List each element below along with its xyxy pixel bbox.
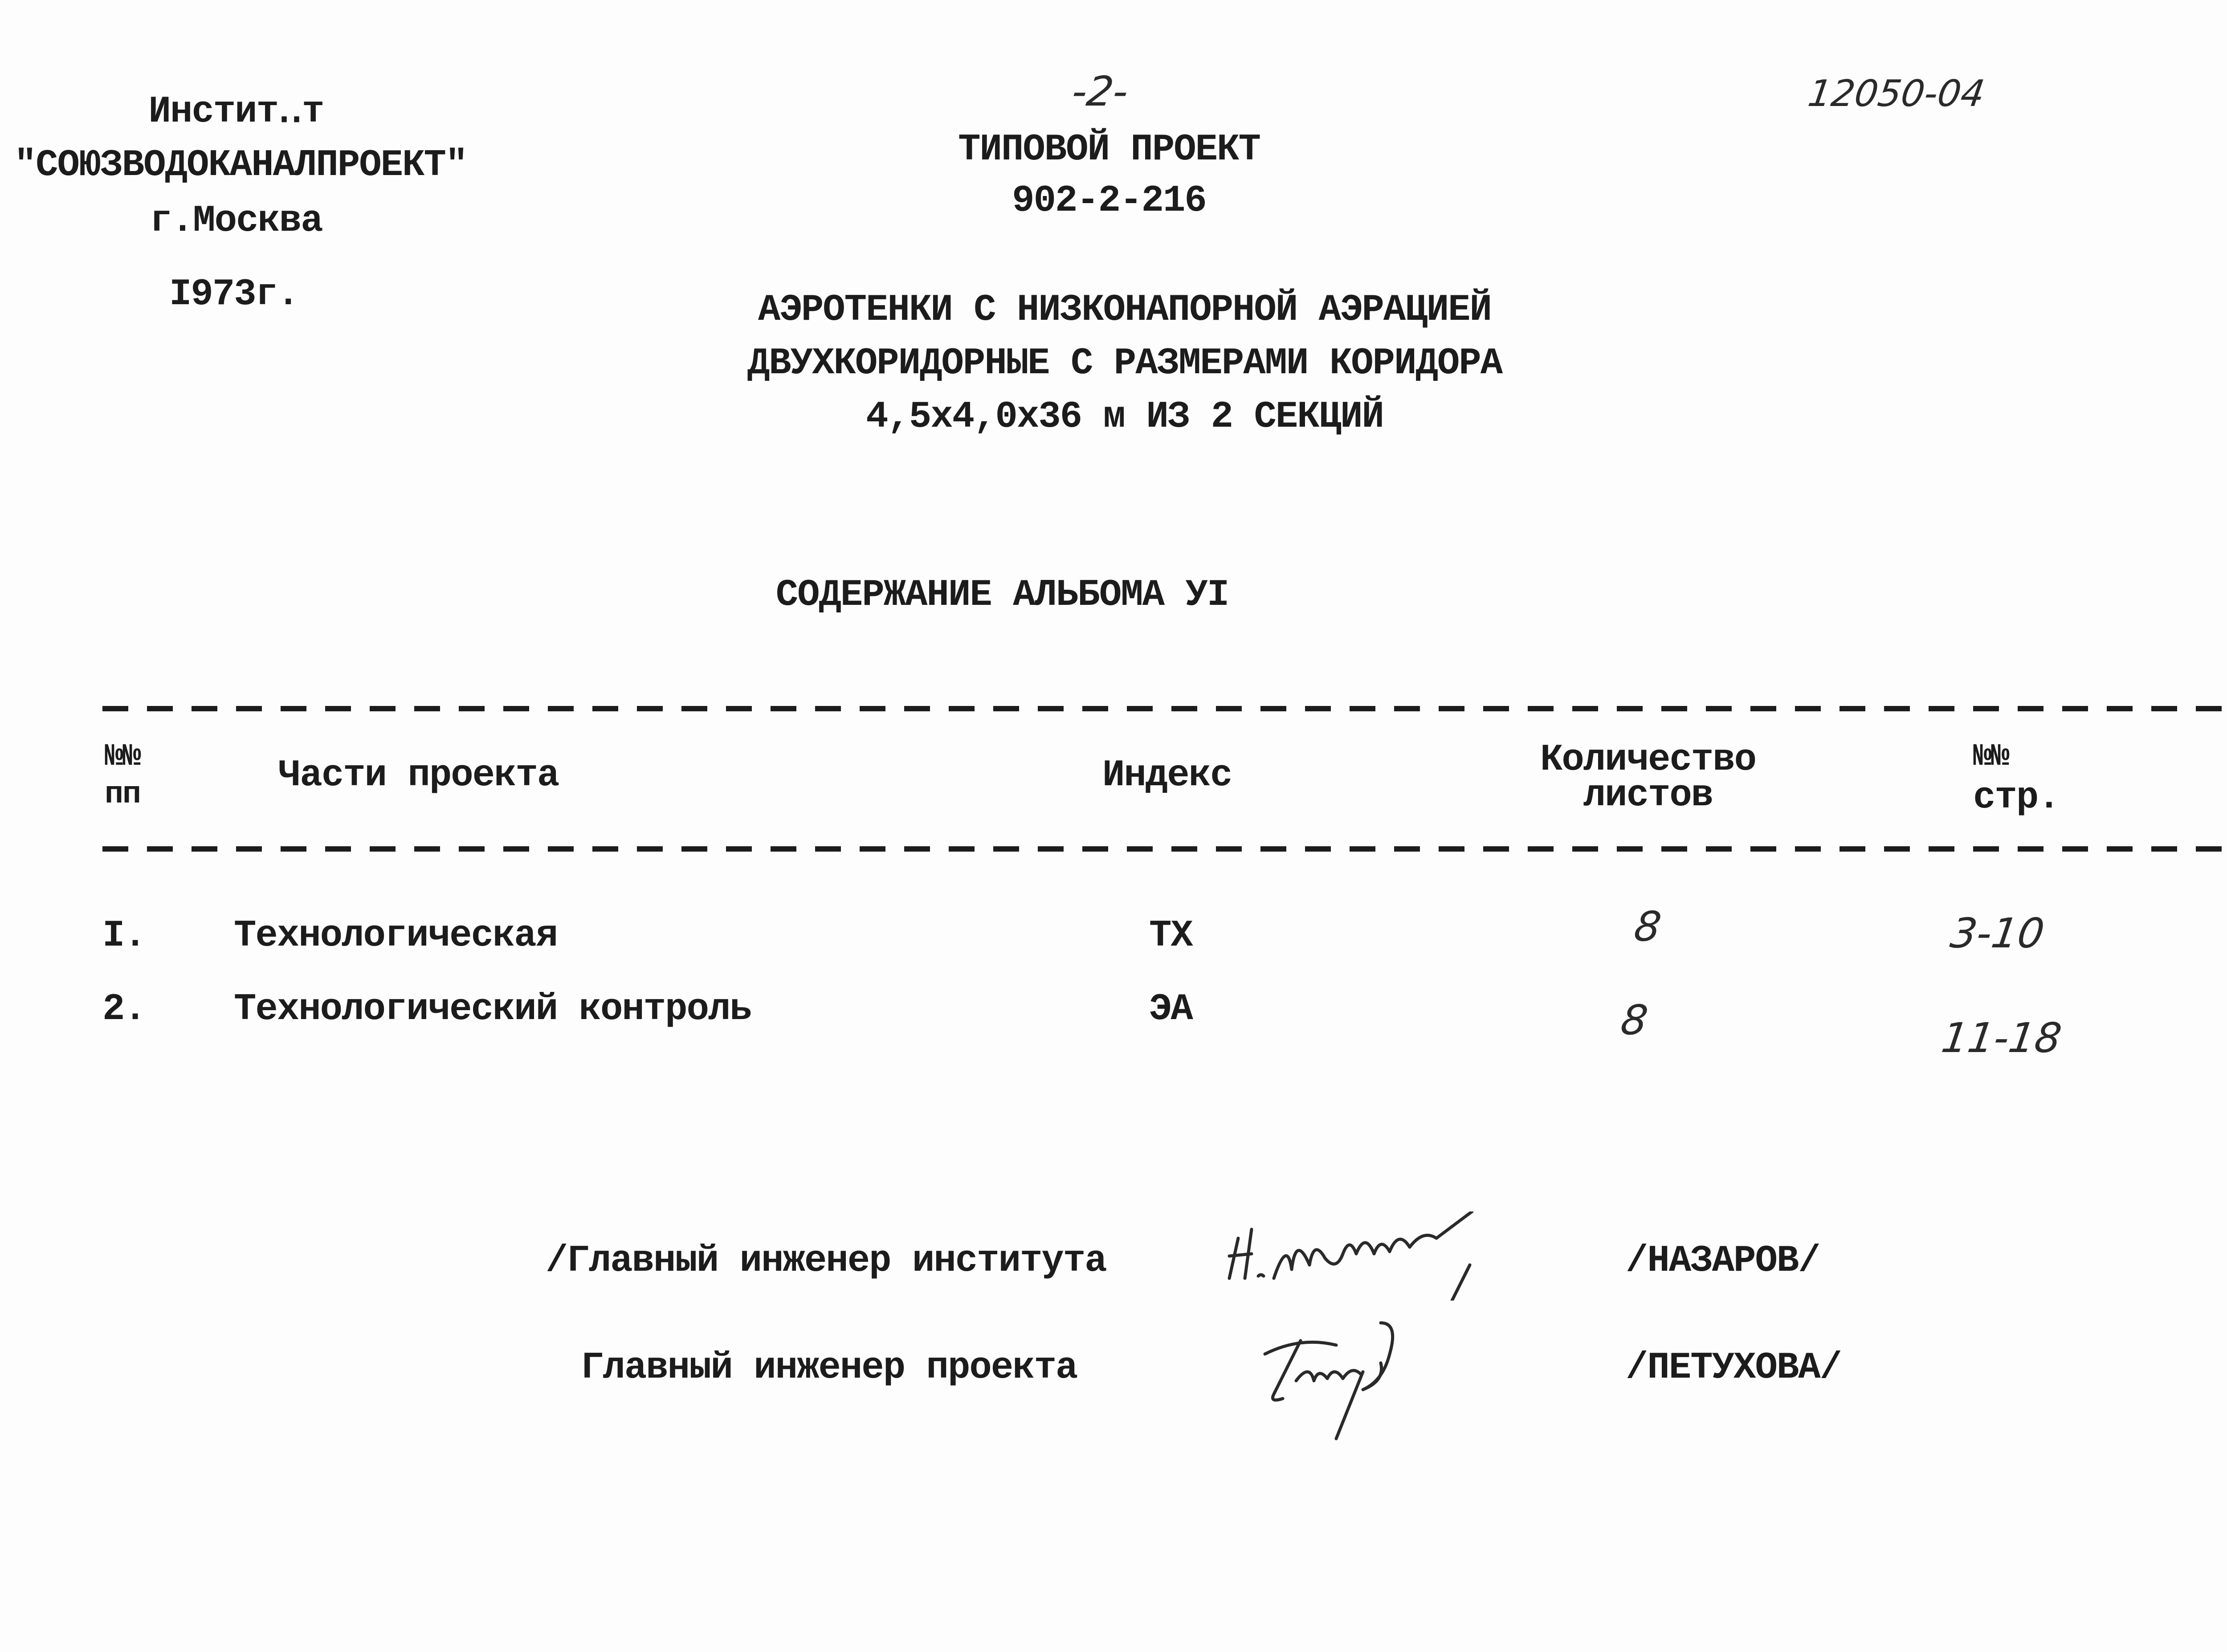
header-index: Индекс <box>1102 755 1232 797</box>
signature-role-chief-engineer-project: Главный инженер проекта <box>581 1347 1077 1389</box>
row-number: 2. <box>102 988 146 1031</box>
row-index: ЭА <box>1149 988 1192 1031</box>
header-sheets-line1: Количество <box>1540 739 1756 781</box>
year: I973г. <box>169 273 299 316</box>
row-part: Технологическая <box>234 915 558 957</box>
project-title-line1: АЭРОТЕНКИ С НИЗКОНАПОРНОЙ АЭРАЦИЕЙ <box>758 289 1491 331</box>
signature-name-nazarov: /НАЗАРОВ/ <box>1626 1240 1820 1282</box>
row-index: ТХ <box>1149 915 1192 957</box>
city: г.Москва <box>150 200 322 242</box>
header-page-line1: №№ <box>1973 739 2009 775</box>
row-pages: 3-10 <box>1947 910 2048 957</box>
signature-nazarov <box>1220 1211 1523 1301</box>
project-code: 902-2-216 <box>1012 180 1206 222</box>
document-number: 12050-04 <box>1805 73 1987 115</box>
project-title-line2: ДВУХКОРИДОРНЫЕ С РАЗМЕРАМИ КОРИДОРА <box>747 343 1502 385</box>
row-part: Технологический контроль <box>234 988 751 1031</box>
header-num-line2: пп <box>105 777 141 812</box>
row-sheets: 8 <box>1618 996 1651 1044</box>
header-sheets-line2: листов <box>1583 775 1713 817</box>
signature-petukhova <box>1247 1305 1434 1448</box>
header-parts: Части проекта <box>278 755 559 797</box>
page-number: -2- <box>1069 68 1132 115</box>
header-page-line2: стр. <box>1973 777 2060 819</box>
signature-role-chief-engineer-institute: /Главный инженер института <box>546 1240 1106 1282</box>
table-header-rule <box>102 846 2227 852</box>
institute-name: "СОЮЗВОДОКАНАЛПРОЕКТ" <box>14 144 467 187</box>
project-type: ТИПОВОЙ ПРОЕКТ <box>958 129 1260 171</box>
signature-name-petukhova: /ПЕТУХОВА/ <box>1626 1347 1842 1389</box>
row-sheets: 8 <box>1631 903 1664 950</box>
row-number: I. <box>102 915 146 957</box>
header-num-line1: №№ <box>105 739 141 775</box>
project-title-line3: 4,5х4,0х36 м ИЗ 2 СЕКЦИЙ <box>866 396 1383 438</box>
institute-label: Инстит‥т <box>148 91 324 133</box>
row-pages: 11-18 <box>1938 1014 2064 1062</box>
table-top-rule <box>102 706 2227 711</box>
contents-heading: СОДЕРЖАНИЕ АЛЬБОМА УI <box>775 574 1229 616</box>
